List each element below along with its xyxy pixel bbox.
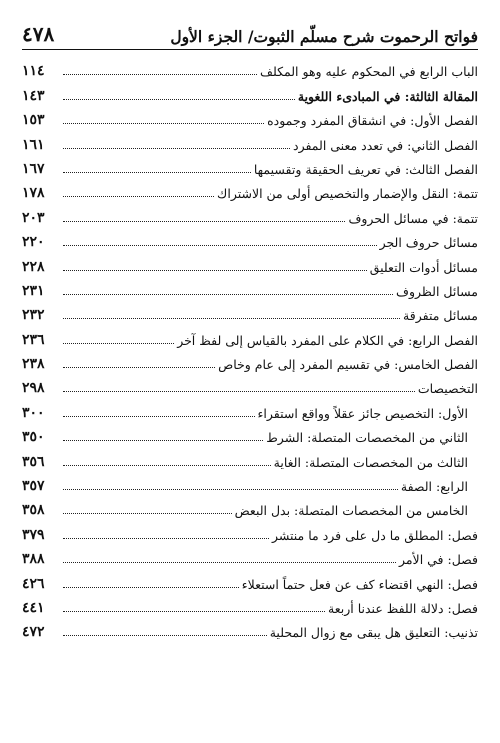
toc-entry-page: ٣٥٠	[22, 429, 45, 446]
toc-entry	[22, 226, 478, 250]
toc-entry-label: التخصيصات	[417, 381, 478, 397]
toc-entry	[22, 153, 478, 177]
dot-leader	[63, 123, 264, 124]
toc-entry-label: مسائل متفرقة	[403, 308, 478, 324]
toc-entry	[22, 79, 478, 103]
toc-entry-page: ٢٣١	[22, 282, 45, 299]
toc-entry-label: الخامس من المخصصات المتصلة: بدل البعض	[234, 503, 468, 519]
toc-entry-page: ٤٢٦	[22, 575, 45, 592]
toc-entry-label: الفصل الرابع: في الكلام على المفرد بالقياس إلى لفظ آخر	[177, 332, 478, 348]
toc-entry-page: ٢٣٦	[22, 331, 45, 348]
toc-entry-label: فصل: النهي اقتضاء كف عن فعل حتماً استعلاء	[241, 576, 478, 592]
toc-entry	[22, 567, 478, 591]
toc-entry-page: ٢٣٢	[22, 307, 45, 324]
toc-entry	[22, 348, 478, 372]
dot-leader	[63, 416, 255, 417]
toc-entry-label: فصل: دلالة اللفظ عندنا أربعة	[328, 600, 478, 616]
dot-leader	[63, 294, 393, 295]
toc-entry	[22, 592, 478, 616]
toc-entry-label: الباب الرابع في المحكوم عليه وهو المكلف	[260, 64, 478, 80]
toc-entry-page: ٣٥٦	[22, 453, 45, 470]
running-header	[22, 18, 478, 46]
toc-entry	[22, 421, 478, 445]
dot-leader	[63, 489, 398, 490]
toc-entry	[22, 250, 478, 274]
toc-entry-page: ١٥٣	[22, 112, 45, 129]
toc-entry-page: ٢٢٨	[22, 258, 45, 275]
toc-entry-label: الفصل الثالث: في تعريف الحقيقة وتقسيمها	[253, 161, 478, 177]
dot-leader	[63, 245, 377, 246]
toc-entry-label: المقالة الثالثة: في المبادىء اللغوية	[297, 88, 478, 104]
toc-entry	[22, 177, 478, 201]
toc-entry-page: ١١٤	[22, 63, 45, 80]
book-title: فواتح الرحموت شرح مسلّم الثبوت/ الجزء الأول	[170, 27, 478, 46]
toc-entry	[22, 201, 478, 225]
toc-entry	[22, 299, 478, 323]
toc-entry-page: ١٦٧	[22, 160, 45, 177]
toc-entry	[22, 323, 478, 347]
toc-entry	[22, 55, 478, 79]
dot-leader	[63, 635, 267, 636]
dot-leader	[63, 367, 215, 368]
dot-leader	[63, 99, 295, 100]
toc-entry-label: تذنيب: التعليق هل يبقى مع زوال المحلية	[269, 625, 478, 641]
toc-entry-page: ٢٠٣	[22, 209, 45, 226]
toc-entry	[22, 616, 478, 640]
toc-entry-label: الرابع: الصفة	[400, 479, 468, 495]
toc-entry-label: الثاني من المخصصات المتصلة: الشرط	[266, 430, 468, 446]
toc-entry-page: ٤٧٢	[22, 624, 45, 641]
dot-leader	[63, 270, 367, 271]
toc-entry-label: مسائل الظروف	[395, 283, 478, 299]
toc-entry-label: الفصل الثاني: في تعدد معنى المفرد	[293, 137, 478, 153]
dot-leader	[63, 172, 251, 173]
toc-entry	[22, 104, 478, 128]
page-number: ٤٧٨	[22, 22, 55, 46]
dot-leader	[63, 538, 269, 539]
toc-entry-page: ٢٢٠	[22, 234, 45, 251]
toc-entry-page: ١٦١	[22, 136, 45, 153]
dot-leader	[63, 562, 396, 563]
dot-leader	[63, 391, 415, 392]
toc-entry-page: ١٤٣	[22, 87, 45, 104]
dot-leader	[63, 196, 214, 197]
dot-leader	[63, 148, 290, 149]
toc-entry	[22, 372, 478, 396]
dot-leader	[63, 221, 345, 222]
toc-entry-page: ٣٠٠	[22, 404, 45, 421]
toc-entry	[22, 128, 478, 152]
toc-entry-page: ١٧٨	[22, 185, 45, 202]
toc-entry-page: ٤٤١	[22, 599, 45, 616]
toc-entry-label: تتمة: في مسائل الحروف	[348, 210, 478, 226]
dot-leader	[63, 465, 271, 466]
toc-entry-page: ٣٥٧	[22, 478, 45, 495]
toc-entry-label: الفصل الخامس: في تقسيم المفرد إلى عام وخاص	[218, 357, 478, 373]
toc-entry-label: فصل: المطلق ما دل على فرد ما منتشر	[271, 527, 478, 543]
toc-entry	[22, 470, 478, 494]
toc-entry-label: الثالث من المخصصات المتصلة: الغاية	[273, 454, 468, 470]
toc-entry	[22, 445, 478, 469]
toc-entry-page: ٣٨٨	[22, 551, 45, 568]
toc-entry	[22, 543, 478, 567]
toc-entry	[22, 396, 478, 420]
toc-entry	[22, 275, 478, 299]
toc-entry-label: فصل: في الأمر	[398, 552, 478, 568]
table-of-contents	[22, 55, 478, 640]
dot-leader	[63, 587, 239, 588]
dot-leader	[63, 343, 174, 344]
dot-leader	[63, 74, 257, 75]
toc-entry-label: الأول: التخصيص جائز عقلاً وواقع استقراء	[257, 405, 468, 421]
header-rule	[22, 49, 478, 50]
toc-entry-page: ٢٣٨	[22, 356, 45, 373]
dot-leader	[63, 611, 325, 612]
toc-entry-label: الفصل الأول: في انشقاق المفرد وجموده	[267, 113, 478, 129]
toc-entry	[22, 518, 478, 542]
dot-leader	[63, 513, 232, 514]
toc-entry-label: تتمة: النقل والإضمار والتخصيص أولى من الاشتراك	[217, 186, 478, 202]
toc-entry	[22, 494, 478, 518]
dot-leader	[63, 440, 263, 441]
toc-entry-label: مسائل حروف الجر	[379, 235, 478, 251]
dot-leader	[63, 318, 400, 319]
toc-entry-page: ٣٧٩	[22, 526, 45, 543]
toc-entry-label: مسائل أدوات التعليق	[369, 259, 478, 275]
toc-entry-page: ٢٩٨	[22, 380, 45, 397]
toc-entry-page: ٣٥٨	[22, 502, 45, 519]
